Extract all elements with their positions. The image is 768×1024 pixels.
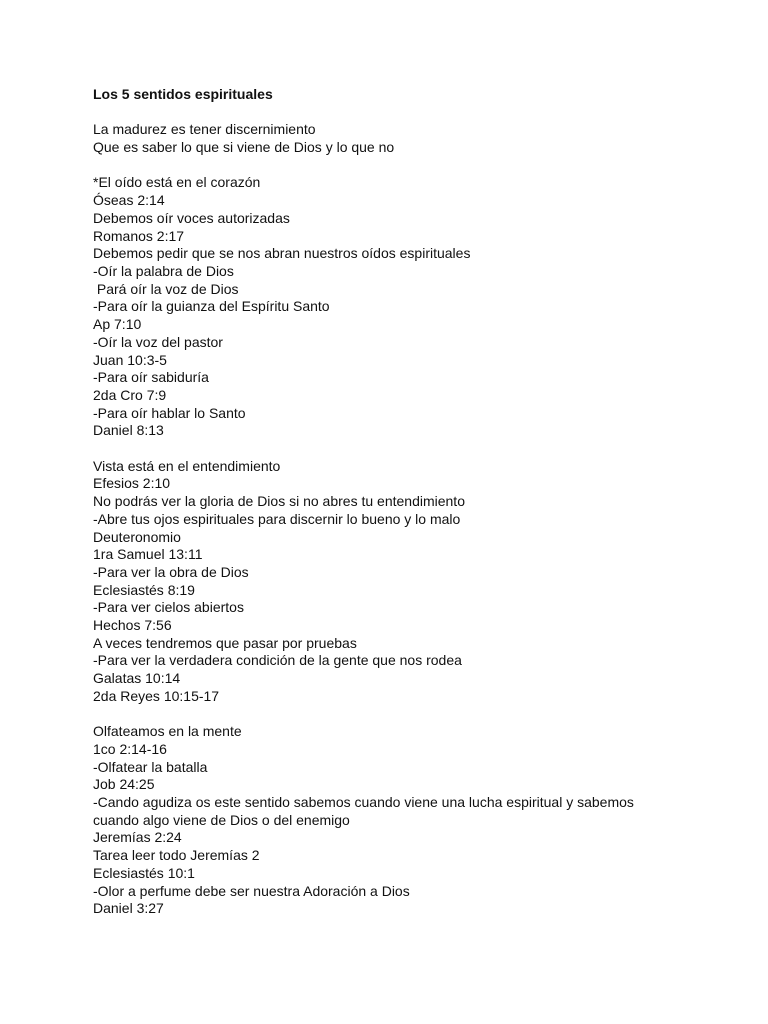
section-line: Olfateamos en la mente <box>93 723 242 740</box>
section-line: Pará oír la voz de Dios <box>93 280 239 297</box>
section-block <box>93 174 733 440</box>
section-line: 2da Reyes 10:15-17 <box>93 687 220 704</box>
section-line: -Para oír la guianza del Espíritu Santo <box>93 298 330 315</box>
section-line: Ap 7:10 <box>93 316 142 333</box>
spacer <box>93 706 733 724</box>
spacer <box>93 157 733 175</box>
section-line: -Abre tus ojos espirituales para discernir lo bueno y lo malo <box>93 510 461 527</box>
section-line: Daniel 3:27 <box>93 900 164 917</box>
section-line: Deuteronomio <box>93 528 181 545</box>
section-line: -Para ver la verdadera condición de la gente que nos rodea <box>93 652 462 669</box>
section-line: -Para oír sabiduría <box>93 369 209 386</box>
section-line: Óseas 2:14 <box>93 192 165 209</box>
section-line: *El oído está en el corazón <box>93 174 261 191</box>
section-line: cuando algo viene de Dios o del enemigo <box>93 811 350 828</box>
intro-line: Que es saber lo que si viene de Dios y lo que no <box>93 139 395 156</box>
section-line: -Cando agudiza os este sentido sabemos cuando viene una lucha espiritual y sabemos <box>93 794 634 811</box>
section-line: Vista está en el entendimiento <box>93 457 281 474</box>
section-line: -Oír la voz del pastor <box>93 333 223 350</box>
section-line: No podrás ver la gloria de Dios si no abres tu entendimiento <box>93 493 465 510</box>
intro-block <box>93 121 733 156</box>
section-line: -Olor a perfume debe ser nuestra Adoración a Dios <box>93 882 410 899</box>
spacer <box>93 104 733 122</box>
section-line: -Para ver cielos abiertos <box>93 599 244 616</box>
section-line: Tarea leer todo Jeremías 2 <box>93 847 260 864</box>
section-line: 1co 2:14-16 <box>93 740 167 757</box>
section-line: -Para ver la obra de Dios <box>93 563 249 580</box>
sections-container <box>93 157 733 918</box>
section-line: -Olfatear la batalla <box>93 758 208 775</box>
section-line: -Oír la palabra de Dios <box>93 262 234 279</box>
section-line: Eclesiastés 8:19 <box>93 581 195 598</box>
section-line: A veces tendremos que pasar por pruebas <box>93 634 357 651</box>
spacer <box>93 440 733 458</box>
section-line: -Para oír hablar lo Santo <box>93 404 246 421</box>
section-line: Eclesiastés 10:1 <box>93 864 195 881</box>
section-line: Romanos 2:17 <box>93 227 185 244</box>
section-line: Galatas 10:14 <box>93 670 181 687</box>
section-line: Efesios 2:10 <box>93 475 171 492</box>
section-block <box>93 723 733 918</box>
section-line: Debemos pedir que se nos abran nuestros oídos espirituales <box>93 245 471 262</box>
section-line: Job 24:25 <box>93 776 155 793</box>
section-line: Hechos 7:56 <box>93 617 172 634</box>
section-line: Jeremías 2:24 <box>93 829 182 846</box>
section-line: 2da Cro 7:9 <box>93 386 167 403</box>
document-page <box>93 86 733 918</box>
section-line: Juan 10:3-5 <box>93 351 167 368</box>
section-line: 1ra Samuel 13:11 <box>93 546 203 563</box>
section-line: Daniel 8:13 <box>93 422 164 439</box>
document-title: Los 5 sentidos espirituales <box>93 86 273 102</box>
intro-line: La madurez es tener discernimiento <box>93 121 316 138</box>
section-block <box>93 458 733 706</box>
section-line: Debemos oír voces autorizadas <box>93 209 290 226</box>
